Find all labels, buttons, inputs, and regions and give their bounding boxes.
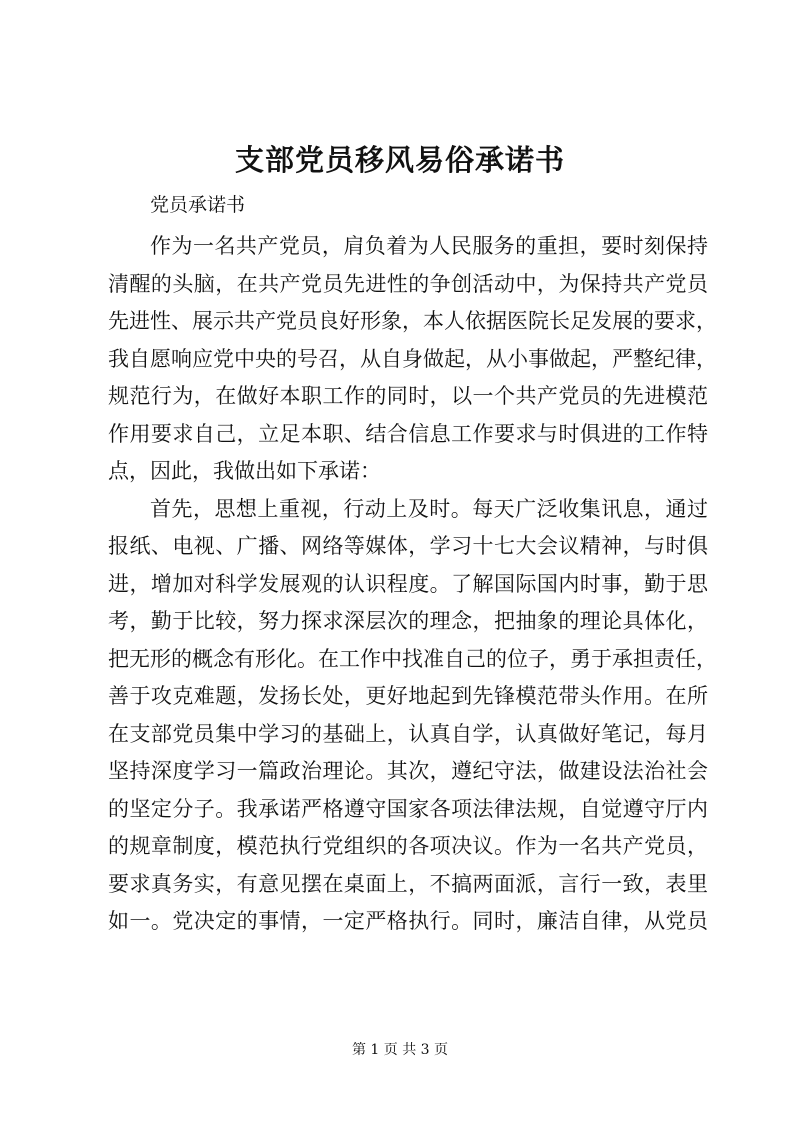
body-line: 要求真务实，有意见摆在桌面上，不搞两面派，言行一致，表里 (108, 871, 708, 896)
document-body (108, 228, 717, 941)
body-line: 清醒的头脑，在共产党员先进性的争创活动中，为保持共产党员 (108, 271, 708, 296)
body-line: 在支部党员集中学习的基础上，认真自学，认真做好笔记，每月 (108, 721, 708, 746)
body-line: 报纸、电视、广播、网络等媒体，学习十七大会议精神，与时俱 (108, 534, 708, 558)
page-footer: 第 1 页 共 3 页 (351, 1042, 449, 1058)
body-line: 考，勤于比较，努力探求深层次的理念，把抽象的理论具体化， (108, 609, 708, 633)
body-line: 点，因此，我做出如下承诺： (108, 459, 381, 483)
body-line: 的规章制度，模范执行党组织的各项决议。作为一名共产党员， (108, 834, 708, 858)
body-line: 把无形的概念有形化。在工作中找准自己的位子，勇于承担责任， (108, 646, 717, 671)
body-line: 作为一名共产党员，肩负着为人民服务的重担，要时刻保持 (150, 234, 708, 258)
body-line: 规范行为，在做好本职工作的同时，以一个共产党员的先进模范 (108, 384, 708, 408)
document-subtitle: 党员承诺书 (150, 194, 246, 216)
body-line: 首先，思想上重视，行动上及时。每天广泛收集讯息，通过 (150, 496, 708, 521)
document-title: 支部党员移风易俗承诺书 (234, 143, 565, 177)
body-line: 善于攻克难题，发扬长处，更好地起到先锋模范带头作用。在所 (108, 684, 708, 708)
body-line: 我自愿响应党中央的号召，从自身做起，从小事做起，严整纪律， (108, 346, 717, 371)
body-line: 的坚定分子。我承诺严格遵守国家各项法律法规，自觉遵守厅内 (108, 796, 708, 821)
body-line: 先进性、展示共产党员良好形象，本人依据医院长足发展的要求， (108, 309, 717, 333)
body-line: 作用要求自己，立足本职、结合信息工作要求与时俱进的工作特 (108, 421, 708, 446)
body-line: 进，增加对科学发展观的认识程度。了解国际国内时事，勤于思 (108, 571, 708, 596)
body-line: 如一。党决定的事情，一定严格执行。同时，廉洁自律，从党员 (108, 909, 708, 933)
body-line: 坚持深度学习一篇政治理论。其次，遵纪守法，做建设法治社会 (108, 759, 708, 783)
